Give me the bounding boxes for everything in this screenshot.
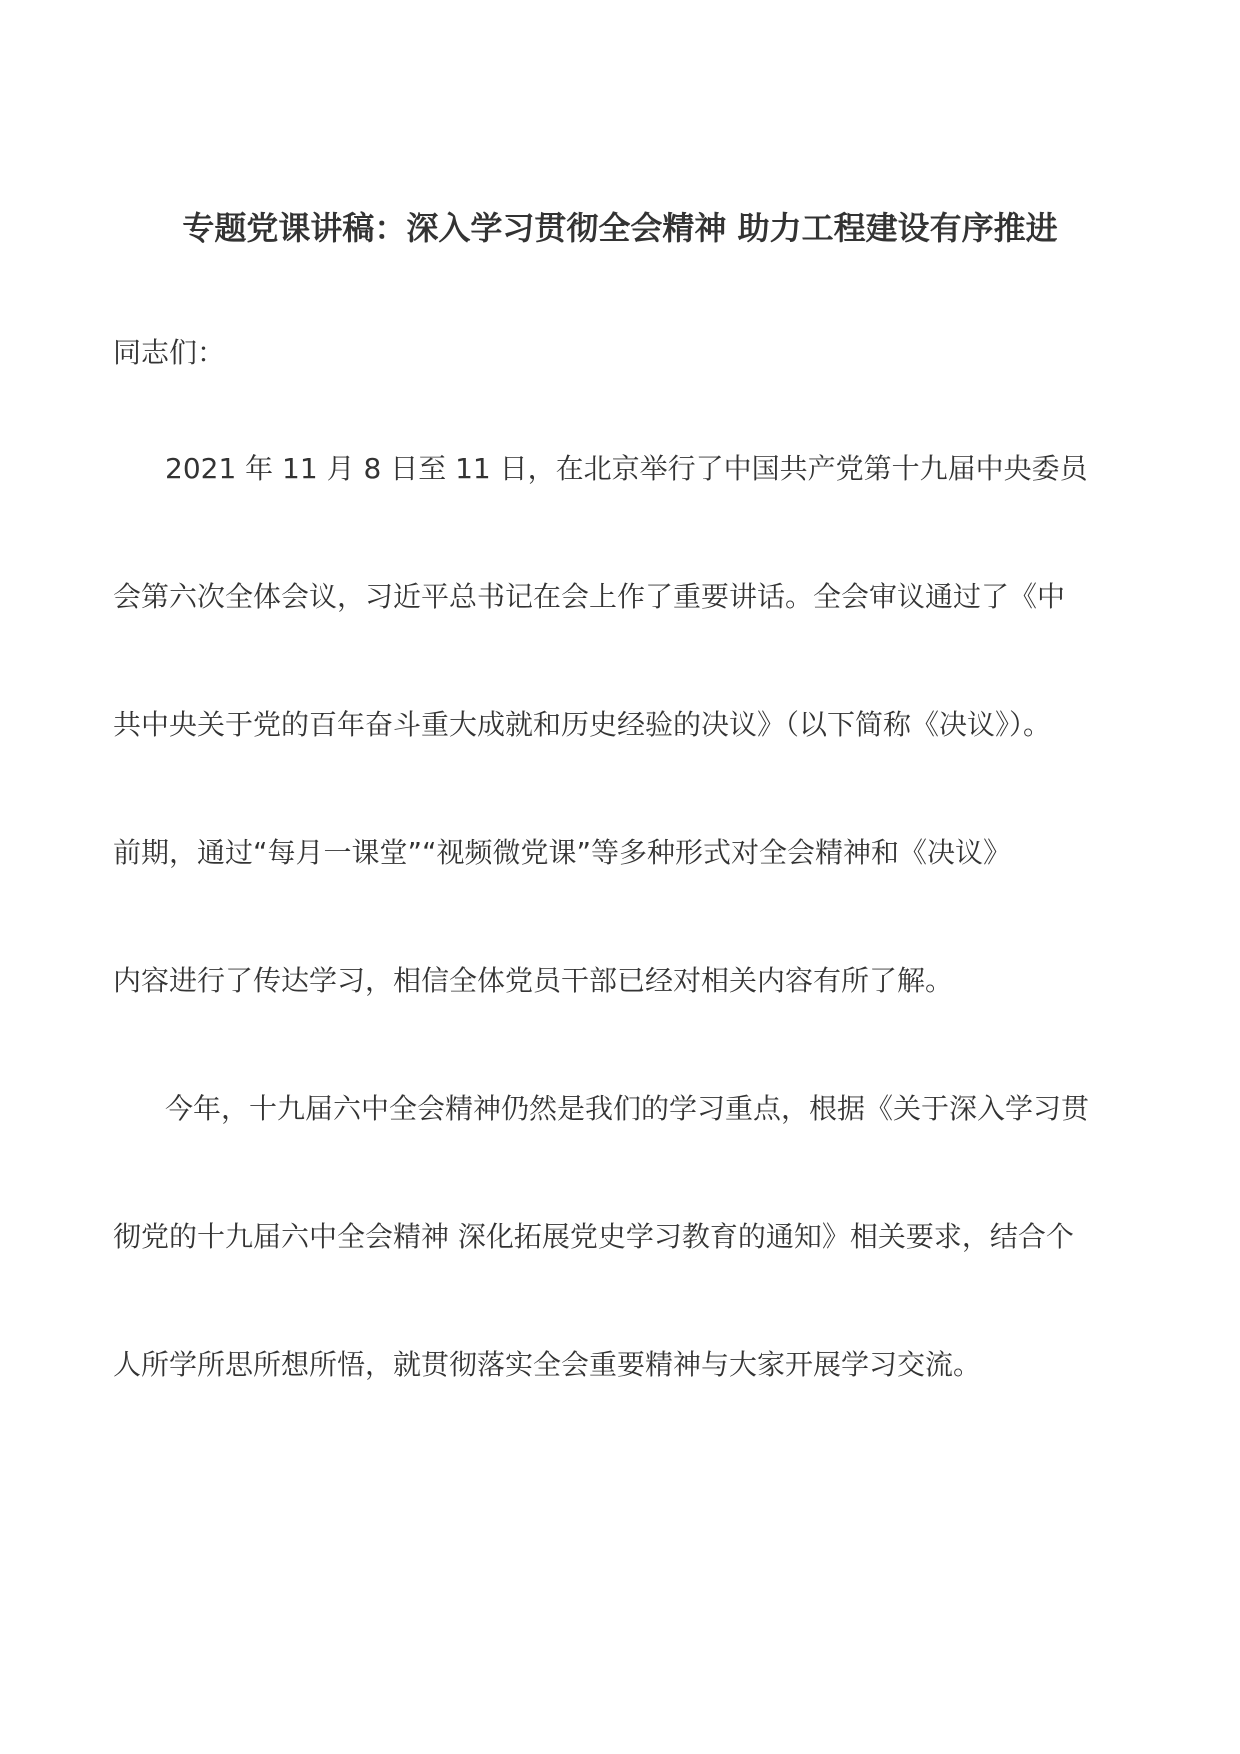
document-title: 专题党课讲稿：深入学习贯彻全会精神 助力工程建设有序推进 [182,209,1058,247]
paragraph-1-line-2: 会第六次全体会议，习近平总书记在会上作了重要讲话。全会审议通过了《中 [113,580,1066,613]
paragraph-2-line-1: 今年，十九届六中全会精神仍然是我们的学习重点，根据《关于深入学习贯 [165,1092,1090,1125]
paragraph-2-line-2: 彻党的十九届六中全会精神 深化拓展党史学习教育的通知》相关要求，结合个 [113,1220,1074,1253]
paragraph-1-line-3: 共中央关于党的百年奋斗重大成就和历史经验的决议》（以下简称《决议》）。 [113,708,1052,741]
paragraph-1-line-1: 2021 年 11 月 8 日至 11 日，在北京举行了中国共产党第十九届中央委员 [165,452,1088,485]
paragraph-1-line-5: 内容进行了传达学习，相信全体党员干部已经对相关内容有所了解。 [113,964,954,997]
paragraph-2-line-3: 人所学所思所想所悟，就贯彻落实全会重要精神与大家开展学习交流。 [113,1348,982,1381]
paragraph-1-line-4: 前期，通过“每月一课堂”“视频微党课”等多种形式对全会精神和《决议》 [113,836,1012,869]
salutation: 同志们： [113,336,226,369]
